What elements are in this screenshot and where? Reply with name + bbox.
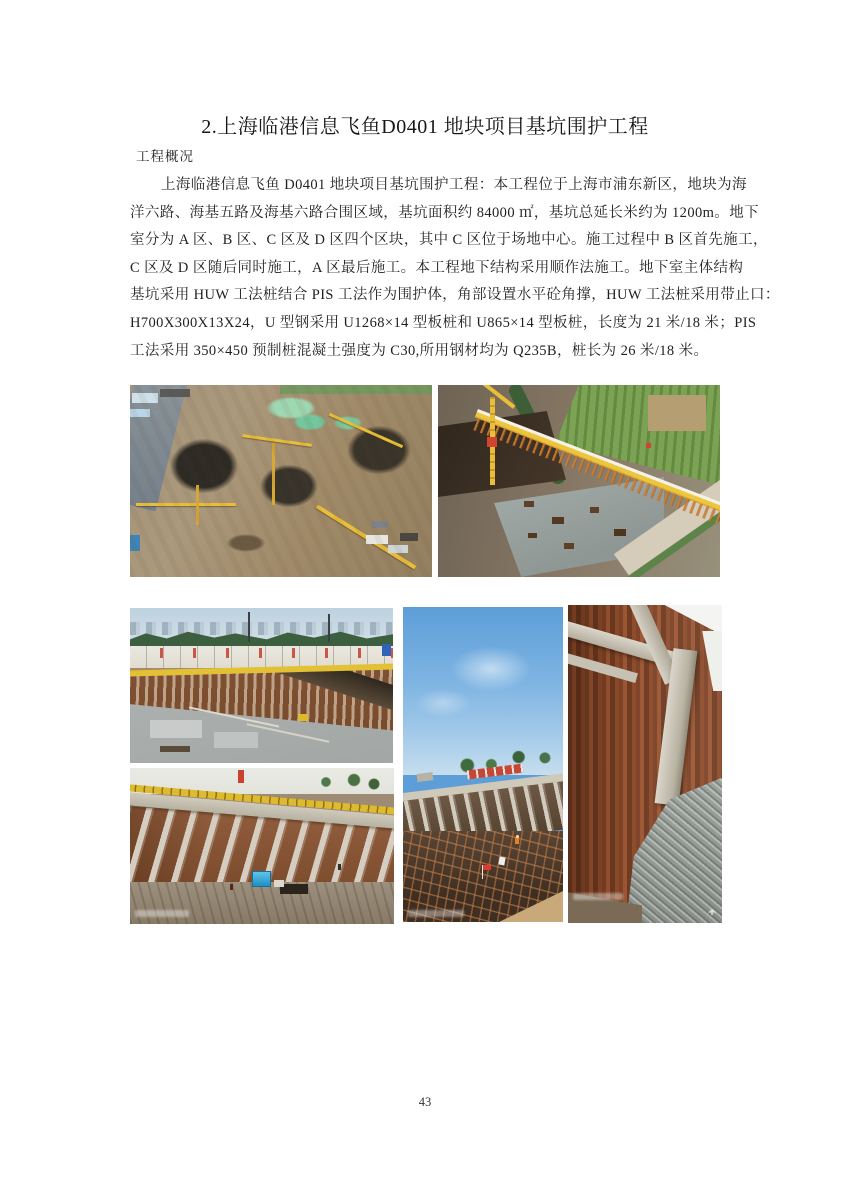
page-title: 2.上海临港信息飞鱼D0401 地块项目基坑围护工程 <box>201 116 649 138</box>
paragraph-line: 室分为 A 区、B 区、C 区及 D 区四个区块，其中 C 区位于场地中心。施工过程中 B 区首先施工， <box>130 232 768 249</box>
worker-figure <box>338 864 341 870</box>
ground-texture <box>130 385 432 577</box>
fence-red-posts <box>130 648 393 658</box>
timestamp-watermark <box>408 910 464 917</box>
worker-figure <box>230 884 233 890</box>
crane-red-collar <box>487 437 497 447</box>
worker-figure <box>516 835 519 838</box>
city-skyline <box>130 622 393 635</box>
blue-sign <box>382 644 391 656</box>
photo-pit-panorama <box>130 608 393 763</box>
white-sack <box>274 880 284 887</box>
dark-opening <box>280 884 308 894</box>
timestamp-watermark <box>573 893 623 900</box>
paragraph-line: H700X300X13X24，U 型钢采用 U1268×14 型板桩和 U865×14 型板桩，长度为 21 米/18 米；PIS <box>130 314 757 331</box>
sky-patch <box>652 605 722 635</box>
blue-water-tank <box>252 871 271 887</box>
section-heading: 工程概况 <box>136 149 194 164</box>
timestamp-watermark <box>135 910 189 917</box>
pit-floor <box>130 882 394 924</box>
red-flag <box>483 865 491 870</box>
red-banner <box>238 770 244 783</box>
site-hut <box>417 772 434 782</box>
concrete-waler-beam <box>568 653 638 683</box>
worker-figure <box>515 837 519 844</box>
paragraph-line: 基坑采用 HUW 工法桩结合 PIS 工法作为围护体，角部设置水平砼角撑，HUW 工法桩采用带止口： <box>130 287 780 304</box>
photo-aerial-overview-1 <box>130 385 432 577</box>
paragraph-line: 洋六路、海基五路及海基六路合围区域，基坑面积约 84000 ㎡，基坑总延长米约为 1200m。地下 <box>130 204 759 221</box>
paragraph-line: C 区及 D 区随后同时施工，A 区最后施工。本工程地下结构采用顺作法施工。地下室主体结构 <box>130 259 744 276</box>
photo-raking-pile-wall <box>130 768 394 924</box>
page-number: 43 <box>418 1095 432 1109</box>
lamp-post <box>328 614 330 642</box>
excavator <box>298 714 308 721</box>
project-overview-paragraph <box>130 172 780 365</box>
paragraph-line: 上海临港信息飞鱼 D0401 地块项目基坑围护工程：本工程位于上海市浦东新区，地块为海 <box>161 177 747 193</box>
photo-rebar-floor-view <box>403 607 563 922</box>
lamp-post <box>248 612 250 642</box>
photo-sheet-pile-closeup <box>568 605 722 923</box>
photo-aerial-overview-2 <box>438 385 720 577</box>
tower-crane-jib <box>441 385 516 409</box>
paragraph-line: 工法采用 350×450 预制桩混凝土强度为 C30,所用钢材均为 Q235B，桩长为 26 米/18 米。 <box>130 342 709 359</box>
red-marker <box>646 443 651 448</box>
